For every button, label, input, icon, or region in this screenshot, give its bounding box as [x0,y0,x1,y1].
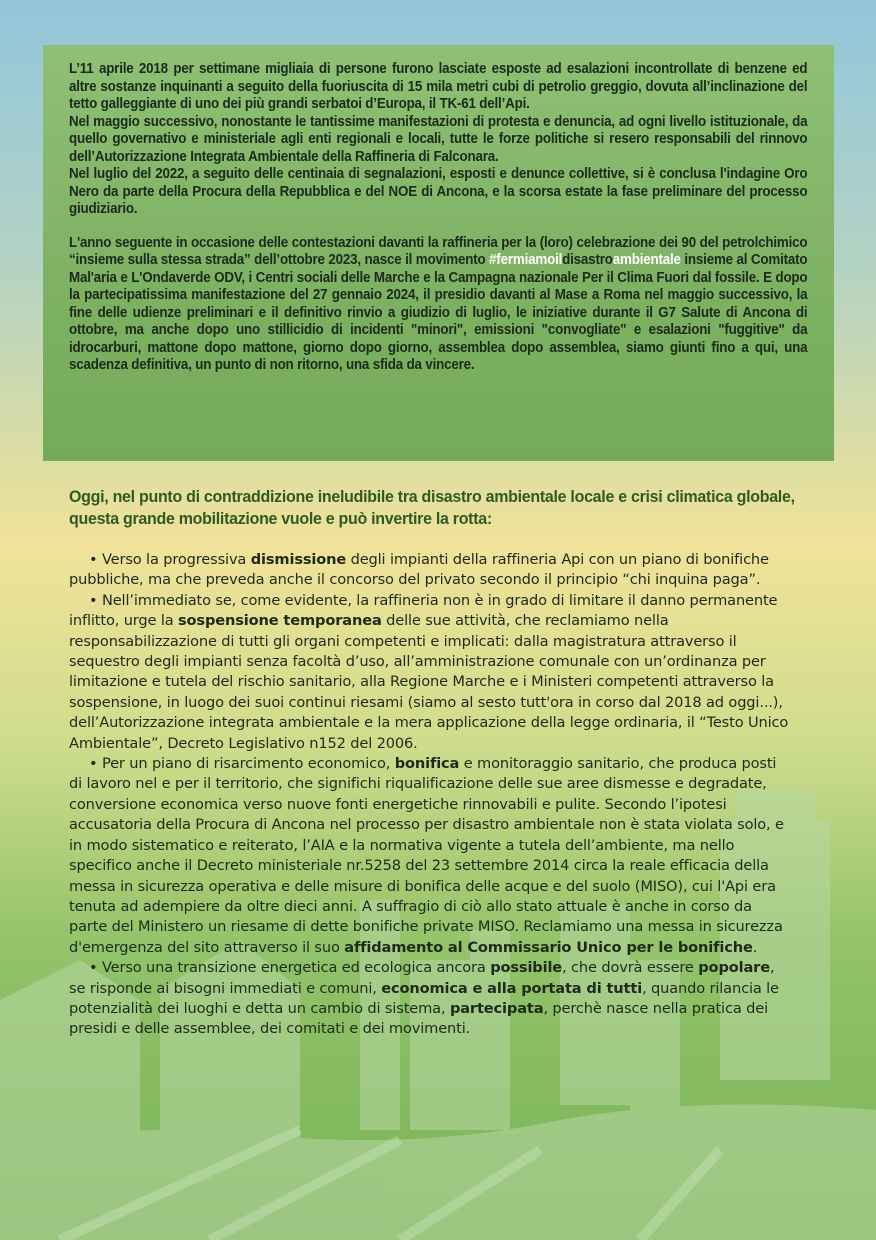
bullet: • [89,755,98,773]
hashtag-part-1: #fermiamoil [489,252,563,268]
mobilization-intro-heading: Oggi, nel punto di contraddizione ineludibile tra disastro ambientale locale e crisi climatica globale, questa grande mobilitazione vuole e può invertire la rotta: [69,487,795,528]
list-item: • Verso la progressiva dismissione degli impianti della raffineria Api con un piano di bonifiche pubbliche, ma che preveda anche il concorso del privato secondo il principio “chi inquina paga”. [69,551,769,589]
box-paragraph-4-start: L'anno seguente in occasione delle contestazioni davanti la raffineria per la (loro) celebrazione dei 90 del petrolchimico “insieme sulla stessa strada” dell’ottobre 2023, nasce il movimento [69,234,808,268]
box-paragraph-3: Nel luglio del 2022, a seguito delle centinaia di segnalazioni, esposti e denunce collettive, si è conclusa l'indagine Oro Nero da parte della Procura della Repubblica e del NOE di Ancona, e la scorsa estate la fase preliminare del processo giudiziario. [69,166,808,217]
box-paragraph-1: L’11 aprile 2018 per settimane migliaia di persone furono lasciate esposte ad esalazioni incontrollate di benzene ed altre sostanze inquinanti a seguito della fuoriuscita di 15 mila metri cubi di petrolio greggio, dovuta all’inclinazione del tetto galleggiante di uno dei più grandi serbatoi d’Europa, il TK-61 dell’Api. [69,61,808,112]
list-item: • Per un piano di risarcimento economico, bonifica e monitoraggio sanitario, che produca posti di lavoro nel e per il territorio, che significhi riqualificazione delle sue aree dismesse e degradate, conversione economica verso nuove fonti energetiche rinnovabili e pulite. Secondo l’ipotesi accusatoria della Procura di Ancona nel processo per disastro ambientale non è stata violata solo, e in modo sistematico e reiterato, l’AIA e la normativa vigente a tutela dell’ambiente, ma nello specifico anche il Decreto ministeriale nr.5258 del 23 settembre 2014 circa la reale efficacia della messa in sicurezza operativa e delle misure di bonifica delle acque e del suolo (MISO), cui l'Api era tenuta ad adempiere da oltre dieci anni. A suffragio di ciò allo stato attuale è anche in corso da parte del Ministero un riesame di dette bonifiche private MISO. Reclamiamo una messa in sicurezza d'emergenza del sito attraverso il suo affidamento al Commissario Unico per le bonifiche. [69,755,784,956]
hashtag-part-2: disastro [562,252,613,268]
bullet: • [89,591,98,609]
hashtag-part-3: ambientale [612,252,681,268]
box-paragraph-4-end: insieme al Comitato Mal'aria e L'Ondaverde ODV, i Centri sociali delle Marche e la Campagna nazionale Per il Clima Fuori dal fossile. E dopo la partecipatissima manifestazione del 27 gennaio 2024, il presidio davanti al Mase a Roma nel maggio successivo, la fine delle udienze preliminari e il definitivo rinvio a giudizio di luglio, le iniziative durante il G7 Salute di Ancona di ottobre, ma anche dopo uno stillicidio di incidenti "minori", emissioni "convogliate" e esalazioni "fuggitive" da idrocarburi, mattone dopo mattone, giorno dopo giorno, assemblea dopo assemblea, siamo giunti fino a qui, una scadenza definitiva, un punto di non ritorno, una sfida da vincere. [69,252,808,373]
list-item: • Verso una transizione energetica ed ecologica ancora possibile, che dovrà essere popolare, se risponde ai bisogni immediati e comuni, economica e alla portata di tutti, quando rilancia le potenzialità dei luoghi e detta un cambio di sistema, partecipata, perchè nasce nella pratica dei presidi e delle assemblee, dei comitati e dei movimenti. [69,959,779,1038]
box-paragraph-4 [69,235,807,375]
demands-list [69,550,789,1040]
bullet: • [89,551,98,568]
intro-green-box [43,45,834,461]
list-item: • Nell’immediato se, come evidente, la raffineria non è in grado di limitare il danno permanente inflitto, urge la sospensione temporanea delle sue attività, che reclamiamo nella responsabilizzazione di tutti gli organi competenti e implicati: dalla magistratura attraverso il sequestro degli impianti senza facoltà d’uso, all’amministrazione comunale con un’ordinanza per limitazione e tutela del rischio sanitario, alla Regione Marche e i Ministeri competenti attraverso la sospensione, in luogo dei suoi continui riesami (siamo al sesto tutt'ora in corso dal 2018 ad oggi...), dell’Autorizzazione integrata ambientale e la mera applicazione della legge ordinaria, il “Testo Unico Ambientale”, Decreto Legislativo n152 del 2006. [69,591,789,752]
box-paragraph-2: Nel maggio successivo, nonostante le tantissime manifestazioni di protesta e denuncia, ad ogni livello istituzionale, da quello governativo e ministeriale agli enti regionali e locali, tutte le forze politiche si resero responsabili del rinnovo dell’Autorizzazione Integrata Ambientale della Raffineria di Falconara. [69,113,808,165]
bullet: • [89,959,98,977]
